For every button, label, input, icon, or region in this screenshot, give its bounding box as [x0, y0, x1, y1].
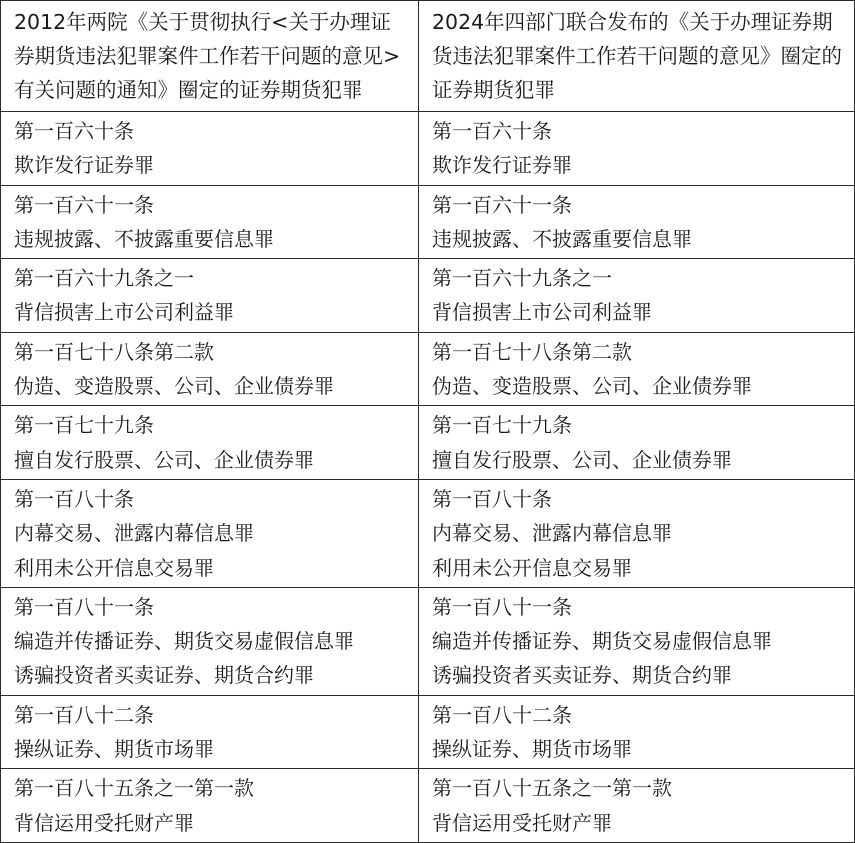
- crime-name: 伪造、变造股票、公司、企业债券罪: [14, 374, 334, 399]
- table-row: [1, 479, 855, 587]
- article-number: 第一百六十一条: [432, 192, 572, 217]
- article-number: 第一百七十九条: [432, 413, 572, 438]
- header-cell-2012: [1, 1, 419, 112]
- crime-name: 背信运用受托财产罪: [14, 810, 194, 835]
- crime-name: 编造并传播证券、期货交易虚假信息罪: [432, 629, 772, 654]
- cell-2024: [419, 406, 855, 480]
- table-row: [1, 259, 855, 333]
- table-row: [1, 332, 855, 406]
- cell-2024: [419, 769, 855, 843]
- article-number: 第一百七十八条第二款: [14, 339, 214, 364]
- cell-2012: [1, 587, 419, 695]
- article-number: 第一百六十一条: [14, 192, 154, 217]
- article-number: 第一百七十八条第二款: [432, 339, 632, 364]
- article-number: 第一百八十五条之一第一款: [14, 776, 254, 801]
- header-row: [1, 1, 855, 112]
- cell-2024: [419, 332, 855, 406]
- crime-name: 欺诈发行证券罪: [432, 153, 572, 178]
- cell-2012: [1, 185, 419, 259]
- cell-2012: [1, 769, 419, 843]
- table-row: [1, 406, 855, 480]
- crime-name: 利用未公开信息交易罪: [14, 555, 214, 580]
- article-number: 第一百六十条: [14, 119, 134, 143]
- header-text-2024: 2024年四部门联合发布的《关于办理证券期货违法犯罪案件工作若干问题的意见》圈定的证券期货犯罪: [432, 10, 842, 102]
- table-row: [1, 112, 855, 186]
- article-number: 第一百六十九条之一: [432, 266, 612, 291]
- cell-2012: [1, 406, 419, 480]
- cell-2024: [419, 587, 855, 695]
- cell-2012: [1, 112, 419, 186]
- article-number: 第一百八十一条: [432, 594, 572, 619]
- cell-2024: [419, 259, 855, 333]
- crime-name: 伪造、变造股票、公司、企业债券罪: [432, 374, 752, 399]
- cell-2012: [1, 259, 419, 333]
- crime-name: 操纵证券、期货市场罪: [14, 737, 214, 762]
- crime-name: 内幕交易、泄露内幕信息罪: [14, 521, 254, 546]
- cell-2024: [419, 695, 855, 769]
- crime-name: 擅自发行股票、公司、企业债券罪: [432, 447, 732, 472]
- header-text-2012: 2012年两院《关于贯彻执行<关于办理证券期货违法犯罪案件工作若干问题的意见>有关问题的通知》圈定的证券期货犯罪: [14, 10, 401, 102]
- crime-name: 违规披露、不披露重要信息罪: [14, 226, 274, 251]
- article-number: 第一百八十条: [432, 486, 552, 511]
- article-number: 第一百八十二条: [432, 702, 572, 727]
- crime-name: 编造并传播证券、期货交易虚假信息罪: [14, 629, 354, 654]
- crime-name: 擅自发行股票、公司、企业债券罪: [14, 447, 314, 472]
- crime-name: 背信损害上市公司利益罪: [432, 300, 652, 325]
- article-number: 第一百六十条: [432, 119, 552, 143]
- header-cell-2024: [419, 1, 855, 112]
- table-row: [1, 695, 855, 769]
- crime-name: 欺诈发行证券罪: [14, 153, 154, 178]
- cell-2024: [419, 185, 855, 259]
- crime-name: 诱骗投资者买卖证券、期货合约罪: [14, 663, 314, 688]
- crime-name: 违规披露、不披露重要信息罪: [432, 226, 692, 251]
- article-number: 第一百八十二条: [14, 702, 154, 727]
- article-number: 第一百八十条: [14, 486, 134, 511]
- article-number: 第一百八十一条: [14, 594, 154, 619]
- cell-2012: [1, 332, 419, 406]
- cell-2012: [1, 695, 419, 769]
- crime-name: 诱骗投资者买卖证券、期货合约罪: [432, 663, 732, 688]
- cell-2024: [419, 479, 855, 587]
- table-row: [1, 769, 855, 843]
- crime-name: 操纵证券、期货市场罪: [432, 737, 632, 762]
- cell-2024: [419, 112, 855, 186]
- table-row: [1, 587, 855, 695]
- crime-name: 利用未公开信息交易罪: [432, 555, 632, 580]
- article-number: 第一百七十九条: [14, 413, 154, 438]
- cell-2012: [1, 479, 419, 587]
- crime-name: 内幕交易、泄露内幕信息罪: [432, 521, 672, 546]
- article-number: 第一百六十九条之一: [14, 266, 194, 291]
- crime-name: 背信损害上市公司利益罪: [14, 300, 234, 325]
- crime-name: 背信运用受托财产罪: [432, 810, 612, 835]
- article-number: 第一百八十五条之一第一款: [432, 776, 672, 801]
- table-row: [1, 185, 855, 259]
